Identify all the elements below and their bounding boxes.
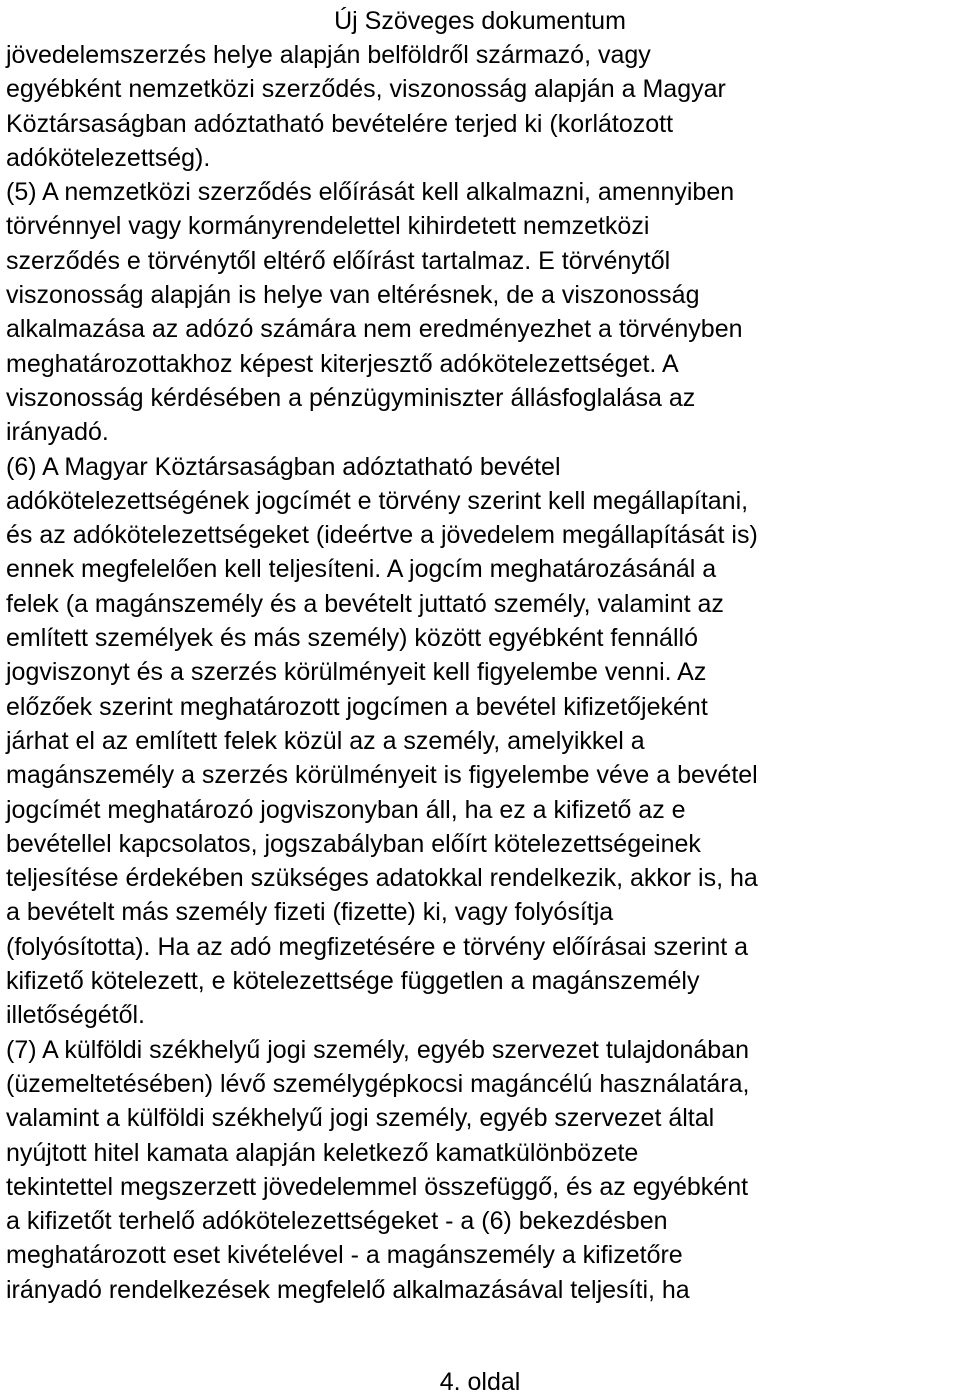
text-line: egyébként nemzetközi szerződés, viszonosság alapján a Magyar xyxy=(6,75,726,104)
text-line: teljesítése érdekében szükséges adatokkal rendelkezik, akkor is, ha xyxy=(6,864,758,893)
text-line: alkalmazása az adózó számára nem eredményezhet a törvényben xyxy=(6,315,743,344)
text-line: a kifizetőt terhelő adókötelezettségeket - a (6) bekezdésben xyxy=(6,1207,668,1236)
text-line: jövedelemszerzés helye alapján belföldről származó, vagy xyxy=(6,41,651,69)
text-line: viszonosság alapján is helye van eltérésnek, de a viszonosság xyxy=(6,281,700,310)
text-line: meghatározott eset kivételével - a magánszemély a kifizetőre xyxy=(6,1241,683,1270)
page-number: 4. oldal xyxy=(439,1368,521,1396)
document-title: Új Szöveges dokumentum xyxy=(334,7,626,35)
text-line: jogcímét meghatározó jogviszonyban áll, ha ez a kifizető az e xyxy=(6,795,686,824)
text-line: Köztársaságban adóztatható bevételére terjed ki (korlátozott xyxy=(6,109,674,138)
text-line: adókötelezettség). xyxy=(6,143,211,172)
text-line: illetőségétől. xyxy=(6,1001,145,1030)
text-line: és az adókötelezettségeket (ideértve a jövedelem megállapítását is) xyxy=(6,521,758,550)
text-line: szerződés e törvénytől eltérő előírást tartalmaz. E törvénytől xyxy=(6,246,671,275)
document-body xyxy=(6,38,956,1307)
text-line: törvénnyel vagy kormányrendelettel kihirdetett nemzetközi xyxy=(6,212,650,241)
text-line: valamint a külföldi székhelyű jogi személy, egyéb szervezet által xyxy=(6,1104,715,1133)
text-line: irányadó rendelkezések megfelelő alkalmazásával teljesíti, ha xyxy=(6,1275,690,1304)
text-line: nyújtott hitel kamata alapján keletkező kamatkülönbözete xyxy=(6,1138,639,1167)
text-line: említett személyek és más személy) között egyébként fennálló xyxy=(6,624,698,653)
text-line: a bevételt más személy fizeti (fizette) ki, vagy folyósítja xyxy=(6,898,614,927)
text-line: bevétellel kapcsolatos, jogszabályban előírt kötelezettségeinek xyxy=(6,829,701,858)
text-line: adókötelezettségének jogcímét e törvény szerint kell megállapítani, xyxy=(6,486,749,515)
text-line: felek (a magánszemély és a bevételt juttató személy, valamint az xyxy=(6,589,724,618)
text-line: viszonosság kérdésében a pénzügyminiszter állásfoglalása az xyxy=(6,383,696,412)
text-line: irányadó. xyxy=(6,418,109,447)
text-line: (folyósította). Ha az adó megfizetésére e törvény előírásai szerint a xyxy=(6,932,749,961)
text-line: tekintettel megszerzett jövedelemmel összefüggő, és az egyébként xyxy=(6,1172,749,1201)
text-line: jogviszonyt és a szerzés körülményeit kell figyelembe venni. Az xyxy=(6,658,707,687)
text-line: (üzemeltetésében) lévő személygépkocsi magáncélú használatára, xyxy=(6,1069,750,1098)
text-line: járhat el az említett felek közül az a személy, amelyikkel a xyxy=(6,726,645,755)
text-line: (7) A külföldi székhelyű jogi személy, egyéb szervezet tulajdonában xyxy=(6,1035,750,1064)
text-line: kifizető kötelezett, e kötelezettsége független a magánszemély xyxy=(6,967,700,996)
text-line: ennek megfelelően kell teljesíteni. A jogcím meghatározásánál a xyxy=(6,555,717,584)
text-line: magánszemély a szerzés körülményeit is figyelembe véve a bevétel xyxy=(6,761,758,790)
text-line: (5) A nemzetközi szerződés előírását kell alkalmazni, amennyiben xyxy=(6,178,735,207)
text-line: meghatározottakhoz képest kiterjesztő adókötelezettséget. A xyxy=(6,349,679,378)
text-line: (6) A Magyar Köztársaságban adóztatható bevétel xyxy=(6,452,561,481)
text-line: előzőek szerint meghatározott jogcímen a bevétel kifizetőjeként xyxy=(6,692,708,721)
